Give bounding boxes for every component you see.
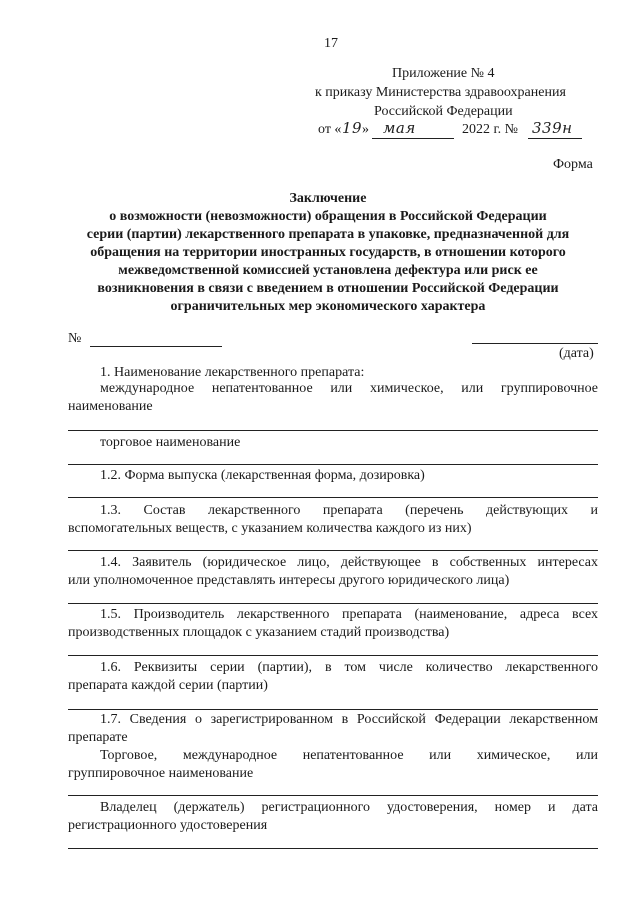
section-1-inn-label-cont: наименование: [68, 399, 153, 414]
document-title-line: возникновения в связи с введением в отношении Российской Федерации: [97, 281, 559, 296]
section-1-inn-label: международное непатентованное или химическое, или группировочное: [100, 381, 598, 396]
section-1-2-label: 1.2. Форма выпуска (лекарственная форма, дозировка): [100, 468, 425, 483]
composition-field-line[interactable]: [68, 550, 598, 551]
document-title-line: межведомственной комиссией установлена дефектура или риск ее: [118, 263, 538, 278]
date-field-line[interactable]: [472, 343, 598, 344]
page-number: 17: [324, 36, 338, 51]
applicant-field-line[interactable]: [68, 603, 598, 604]
document-title-line: о возможности (невозможности) обращения в Российской Федерации: [109, 209, 547, 224]
registration-holder-field-line[interactable]: [68, 848, 598, 849]
order-number-underline: [528, 138, 582, 139]
order-date-close-quote: »: [362, 122, 369, 137]
order-day-handwritten: 19: [342, 119, 363, 137]
batch-details-field-line[interactable]: [68, 709, 598, 710]
order-date-prefix: от «: [318, 122, 342, 137]
section-1-5-label-cont: производственных площадок с указанием стадий производства): [68, 625, 450, 640]
document-heading: Заключение: [289, 191, 367, 206]
section-1-7-trade-label: Торговое, международное непатентованное или химическое, или: [100, 748, 598, 763]
appendix-federation: Российской Федерации: [374, 104, 513, 119]
section-1-6-label: 1.6. Реквизиты серии (партии), в том числе количество лекарственного: [100, 660, 598, 675]
number-field-line[interactable]: [90, 346, 222, 347]
number-sign: №: [68, 331, 82, 346]
section-1-4-label-cont: или уполномоченное представлять интересы другого юридического лица): [68, 573, 510, 588]
section-1-title: 1. Наименование лекарственного препарата:: [100, 365, 365, 380]
appendix-title: Приложение № 4: [392, 66, 495, 81]
order-year-number: 2022 г. №: [462, 122, 519, 137]
document-title-line: ограничительных мер экономического характера: [170, 299, 486, 314]
section-1-7-label-cont: препарате: [68, 730, 128, 745]
appendix-order: к приказу Министерства здравоохранения: [315, 85, 566, 100]
section-1-7-trade-label-cont: группировочное наименование: [68, 766, 254, 781]
section-1-6-label-cont: препарата каждой серии (партии): [68, 678, 268, 693]
section-1-5-label: 1.5. Производитель лекарственного препарата (наименование, адреса всех: [100, 607, 598, 622]
registered-name-field-line[interactable]: [68, 795, 598, 796]
section-1-3-label: 1.3. Состав лекарственного препарата (перечень действующих и: [100, 503, 598, 518]
manufacturer-field-line[interactable]: [68, 655, 598, 656]
date-label: (дата): [559, 346, 594, 361]
order-number-handwritten: 339н: [532, 119, 573, 137]
order-month-handwritten: мая: [383, 119, 416, 137]
section-1-7-owner-label: Владелец (держатель) регистрационного удостоверения, номер и дата: [100, 800, 598, 815]
section-1-4-label: 1.4. Заявитель (юридическое лицо, действующее в собственных интересах: [100, 555, 598, 570]
dosage-form-field-line[interactable]: [68, 497, 598, 498]
document-title-line: серии (партии) лекарственного препарата в упаковке, предназначенной для: [86, 227, 570, 242]
section-1-3-label-cont: вспомогательных веществ, с указанием количества каждого из них): [68, 521, 472, 536]
section-1-trade-label: торговое наименование: [100, 435, 241, 450]
order-month-underline: [372, 138, 454, 139]
document-title-line: обращения на территории иностранных государств, в отношении которого: [90, 245, 566, 260]
form-label: Форма: [553, 157, 593, 172]
section-1-7-owner-label-cont: регистрационного удостоверения: [68, 818, 268, 833]
section-1-7-label: 1.7. Сведения о зарегистрированном в Российской Федерации лекарственном: [100, 712, 598, 727]
inn-field-line[interactable]: [68, 430, 598, 431]
trade-name-field-line[interactable]: [68, 464, 598, 465]
